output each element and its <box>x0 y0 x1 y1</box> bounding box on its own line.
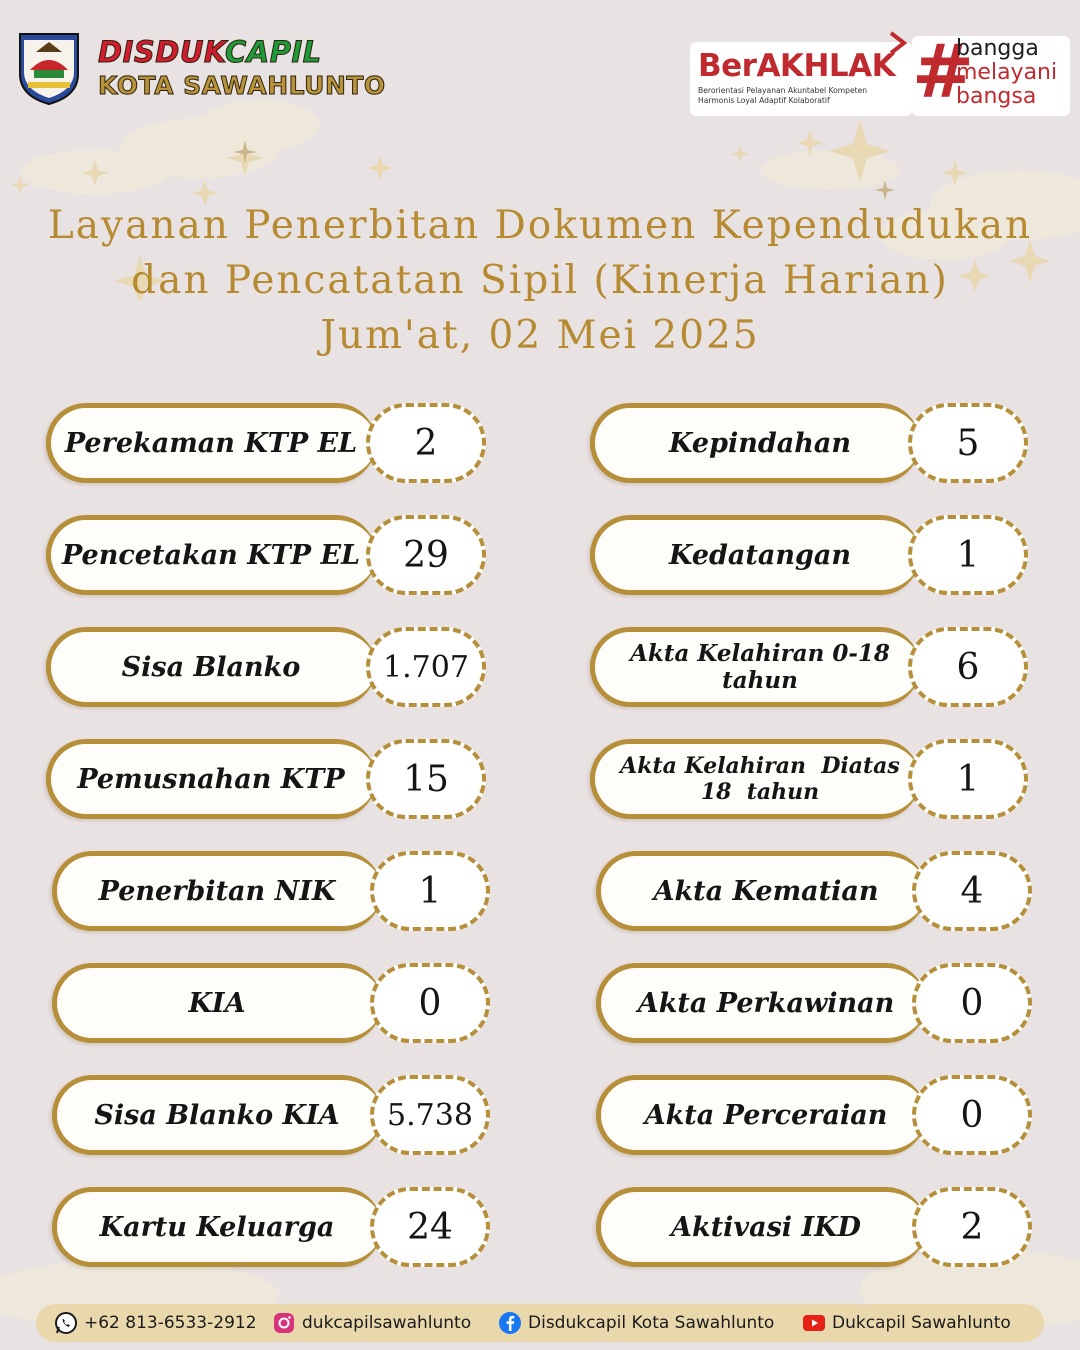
stat-value: 0 <box>912 963 1032 1043</box>
akhlak-word: BerAKHLAK <box>698 48 896 84</box>
stat-kedatangan <box>590 515 920 595</box>
stat-label: Kepindahan <box>669 427 851 459</box>
stat-sisa-blanko <box>46 627 376 707</box>
stat-label <box>595 744 925 814</box>
stat-pencetakan-ktp-el <box>46 515 376 595</box>
facebook-icon <box>498 1311 522 1335</box>
stat-label-line: 18 tahun <box>700 779 820 805</box>
berakhlak-logo <box>690 30 1070 116</box>
stat-label: Sisa Blanko <box>121 651 301 683</box>
stat-label: Akta Kematian <box>653 875 879 907</box>
stat-penerbitan-nik <box>52 851 382 931</box>
stat-kia <box>52 963 382 1043</box>
title-line: dan Pencatatan Sipil (Kinerja Harian) <box>131 258 949 303</box>
stat-value: 15 <box>366 739 486 819</box>
stat-value: 1 <box>370 851 490 931</box>
hashtag-icon: # <box>912 29 975 115</box>
whatsapp-icon <box>54 1311 78 1335</box>
stat-perekaman-ktp-el <box>46 403 376 483</box>
stat-sisa-blanko-kia <box>52 1075 382 1155</box>
chevron-right-icon <box>885 30 911 56</box>
stat-value: 5 <box>908 403 1028 483</box>
page-title <box>0 198 1080 363</box>
brand-name-red: DISDUK <box>98 35 225 69</box>
stat-label: Kartu Keluarga <box>99 1211 335 1243</box>
title-date: Jum'at, 02 Mei 2025 <box>320 313 760 358</box>
stat-akta-kelahiran-diatas-18 <box>590 739 920 819</box>
youtube-icon <box>802 1311 826 1335</box>
instagram-contact[interactable] <box>272 1304 471 1342</box>
whatsapp-contact[interactable] <box>54 1304 257 1342</box>
stat-value: 0 <box>370 963 490 1043</box>
stat-value: 29 <box>366 515 486 595</box>
stat-label: Aktivasi IKD <box>671 1211 861 1243</box>
stat-akta-perkawinan <box>596 963 926 1043</box>
stat-label: Perekaman KTP EL <box>64 427 358 459</box>
stat-label: Penerbitan NIK <box>98 875 336 907</box>
stat-label: KIA <box>188 987 246 1019</box>
stat-kepindahan <box>590 403 920 483</box>
brand-name <box>98 36 386 68</box>
stat-kartu-keluarga <box>52 1187 382 1267</box>
youtube-channel: Dukcapil Sawahlunto <box>832 1313 1011 1333</box>
brand-name-green: CAPIL <box>225 35 322 69</box>
brand-block <box>98 36 386 102</box>
youtube-contact[interactable] <box>802 1304 1011 1342</box>
stat-label-line: Akta Kelahiran Diatas <box>620 753 900 779</box>
stat-value: 1.707 <box>366 627 486 707</box>
facebook-contact[interactable] <box>498 1304 774 1342</box>
akhlak-subtitle <box>698 86 908 106</box>
stat-label: Pencetakan KTP EL <box>61 539 361 571</box>
stat-label: Kedatangan <box>668 539 852 571</box>
bmb-line: bangga <box>956 36 1039 61</box>
stat-value: 4 <box>912 851 1032 931</box>
stat-label: Akta Perceraian <box>644 1099 888 1131</box>
brand-city: KOTA SAWAHLUNTO <box>98 71 386 100</box>
facebook-page: Disdukcapil Kota Sawahlunto <box>528 1313 775 1333</box>
stat-value: 2 <box>366 403 486 483</box>
instagram-icon <box>272 1311 296 1335</box>
stat-aktivasi-ikd <box>596 1187 926 1267</box>
bmb-line: melayani <box>956 60 1058 85</box>
stat-akta-perceraian <box>596 1075 926 1155</box>
contact-footer <box>36 1304 1044 1342</box>
instagram-handle: dukcapilsawahlunto <box>302 1313 472 1333</box>
title-line: Layanan Penerbitan Dokumen Kependudukan <box>47 203 1033 248</box>
akhlak-sub-line: Berorientasi Pelayanan Akuntabel Kompeten <box>698 86 868 95</box>
stat-pemusnahan-ktp <box>46 739 376 819</box>
stat-value: 1 <box>908 515 1028 595</box>
stat-value: 24 <box>370 1187 490 1267</box>
stat-value: 1 <box>908 739 1028 819</box>
stat-label: Sisa Blanko KIA <box>94 1099 340 1131</box>
stat-label: Akta Perkawinan <box>637 987 895 1019</box>
stat-akta-kelahiran-0-18 <box>590 627 920 707</box>
akhlak-sub-line: Harmonis Loyal Adaptif Kolaboratif <box>698 96 830 105</box>
stat-akta-kematian <box>596 851 926 931</box>
stat-value: 5.738 <box>370 1075 490 1155</box>
sawahlunto-crest-icon <box>16 30 82 106</box>
bmb-line: bangsa <box>956 84 1037 109</box>
stat-label: Akta Kelahiran 0-18 tahun <box>630 640 890 694</box>
stat-value: 6 <box>908 627 1028 707</box>
stat-value: 2 <box>912 1187 1032 1267</box>
stat-value: 0 <box>912 1075 1032 1155</box>
stat-label: Pemusnahan KTP <box>77 763 345 795</box>
whatsapp-number: +62 813-6533-2912 <box>84 1313 257 1333</box>
